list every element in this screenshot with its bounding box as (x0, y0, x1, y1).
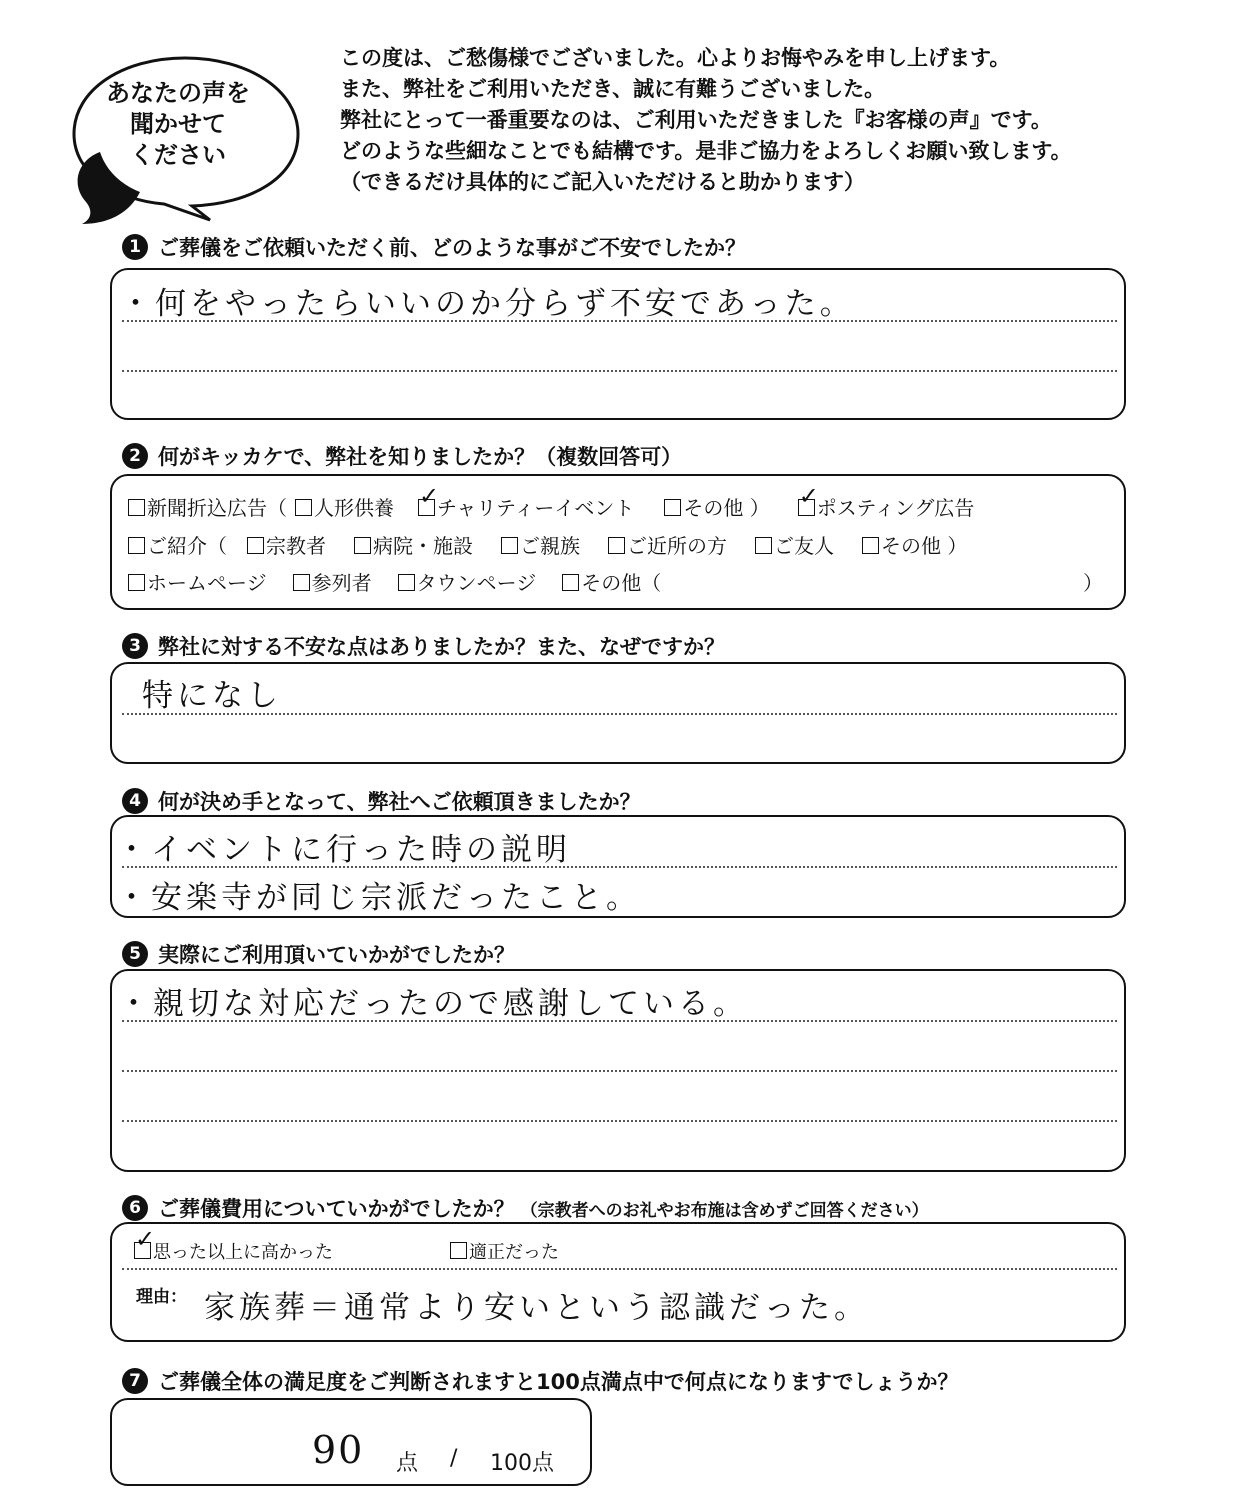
question-2-heading (122, 441, 682, 471)
answer-line (122, 1070, 1117, 1072)
intro-line: また、弊社をご利用いただき、誠に有難うございました。 (340, 77, 886, 101)
reason-text[interactable]: 家族葬＝通常より安いという認識だった。 (204, 1290, 869, 1326)
option-label: 病院・施設 (373, 534, 473, 558)
answer-line (122, 370, 1117, 372)
checkbox[interactable] (562, 574, 579, 591)
checkbox-option[interactable] (418, 492, 634, 521)
question-7-heading (122, 1366, 958, 1396)
checkbox[interactable] (501, 537, 518, 554)
checkbox-option[interactable] (608, 530, 727, 559)
question-number: 7 (122, 1368, 148, 1394)
option-label: ご友人 (774, 534, 834, 558)
checkbox-checked[interactable] (418, 499, 435, 516)
bubble-line: あなたの声を (106, 79, 250, 107)
checkbox-checked[interactable] (798, 499, 815, 516)
checkbox-option[interactable] (247, 530, 326, 559)
question-number: 6 (122, 1195, 148, 1221)
question-text: 弊社に対する不安な点はありましたか？また、なぜですか？ (158, 635, 725, 659)
close-paren: ） (1083, 571, 1103, 595)
answer-4-line-1: ・イベントに行った時の説明 (116, 832, 571, 868)
checkbox[interactable] (128, 537, 145, 554)
score-slash: / (450, 1446, 458, 1471)
checkbox-checked[interactable] (134, 1242, 151, 1259)
intro-line: どのような些細なことでも結構です。是非ご協力をよろしくお願い致します。 (340, 139, 1072, 163)
question-text: ご葬儀費用についていかがでしたか？ (158, 1197, 515, 1221)
question-text: ご葬儀全体の満足度をご判断されますと100点満点中で何点になりますでしょうか？ (158, 1370, 959, 1394)
option-label: 適正だった (469, 1242, 559, 1263)
answer-4-line-2: ・安楽寺が同じ宗派だったこと。 (116, 880, 641, 916)
question-text: 何がキッカケで、弊社を知りましたか？（複数回答可） (158, 445, 683, 469)
score-unit: 点 (396, 1451, 419, 1476)
checkbox-option[interactable] (862, 530, 967, 559)
reason-label: 理由： (136, 1287, 187, 1307)
checkbox-option[interactable] (295, 492, 394, 521)
option-label: チャリティーイベント (437, 496, 635, 520)
checkbox-option[interactable] (798, 492, 975, 521)
answer-5-text: ・親切な対応だったので感謝している。 (118, 986, 748, 1022)
question-text: 何が決め手となって、弊社へご依頼頂きましたか？ (158, 790, 641, 814)
checkbox[interactable] (608, 537, 625, 554)
option-label: ホームページ (147, 571, 267, 595)
option-label: ご紹介（ (147, 534, 227, 558)
option-label: 新聞折込広告（ (147, 496, 287, 520)
checkbox-option[interactable] (128, 530, 227, 559)
option-label: 宗教者 (266, 534, 326, 558)
checkbox[interactable] (128, 574, 145, 591)
checkbox-option[interactable] (128, 567, 267, 596)
answer-3-text: 特になし (142, 678, 282, 714)
checkbox-row (128, 530, 967, 559)
score-max: 100点 (490, 1451, 554, 1476)
answer-line (122, 1268, 1117, 1270)
checkbox-row (128, 567, 661, 596)
checkbox-option[interactable] (562, 567, 661, 596)
checkbox-option[interactable] (293, 567, 372, 596)
question-6-heading (122, 1193, 929, 1223)
score-value[interactable]: 90 (312, 1428, 365, 1472)
option-label: ポスティング広告 (816, 496, 975, 520)
option-label: ご親族 (520, 534, 580, 558)
option-label: タウンページ (416, 571, 537, 595)
question-number: 2 (122, 443, 148, 469)
question-subtext: （宗教者へのお礼やお布施は含めずご回答ください） (520, 1200, 929, 1221)
checkbox-option[interactable] (354, 530, 473, 559)
checkbox-option[interactable] (755, 530, 834, 559)
question-number: 1 (122, 234, 148, 260)
question-1-heading (122, 232, 746, 262)
option-label: その他 ） (881, 534, 968, 558)
checkbox-option[interactable] (128, 492, 287, 521)
intro-line: （できるだけ具体的にご記入いただけると助かります） (340, 170, 865, 194)
intro-text (340, 43, 1072, 198)
question-number: 4 (122, 788, 148, 814)
question-5-heading (122, 939, 515, 969)
checkbox[interactable] (295, 499, 312, 516)
question-4-heading (122, 786, 641, 816)
checkbox[interactable] (755, 537, 772, 554)
option-label: 思った以上に高かった (153, 1242, 333, 1263)
bubble-line: 聞かせて (130, 110, 226, 138)
checkbox-option[interactable] (664, 492, 769, 521)
question-text: 実際にご利用頂いていかがでしたか？ (158, 943, 515, 967)
checkbox[interactable] (664, 499, 681, 516)
checkbox-row (128, 492, 974, 521)
option-label: その他 ） (683, 496, 770, 520)
question-number: 3 (122, 633, 148, 659)
checkbox[interactable] (293, 574, 310, 591)
option-label: 参列者 (311, 571, 372, 595)
answer-1-text: ・何をやったらいいのか分らず不安であった。 (120, 286, 855, 322)
option-label: 人形供養 (314, 496, 394, 520)
checkbox[interactable] (450, 1242, 467, 1259)
answer-line (122, 1120, 1117, 1122)
intro-line: この度は、ご愁傷様でございました。心よりお悔やみを申し上げます。 (340, 46, 1011, 70)
checkbox-option[interactable] (398, 567, 537, 596)
option-label: ご近所の方 (627, 534, 727, 558)
question-3-heading (122, 631, 725, 661)
bubble-line: ください (130, 141, 226, 169)
checkbox[interactable] (354, 537, 371, 554)
checkbox[interactable] (247, 537, 264, 554)
option-label: その他（ (581, 571, 662, 595)
checkbox-option[interactable] (450, 1238, 559, 1264)
question-number: 5 (122, 941, 148, 967)
checkbox-option[interactable] (134, 1238, 333, 1264)
checkbox[interactable] (862, 537, 879, 554)
intro-line: 弊社にとって一番重要なのは、ご利用いただきました『お客様の声』です。 (340, 108, 1052, 132)
checkbox-option[interactable] (501, 530, 580, 559)
checkbox[interactable] (398, 574, 415, 591)
bubble-text (83, 78, 273, 171)
checkbox[interactable] (128, 499, 145, 516)
question-text: ご葬儀をご依頼いただく前、どのような事がご不安でしたか？ (158, 236, 746, 260)
